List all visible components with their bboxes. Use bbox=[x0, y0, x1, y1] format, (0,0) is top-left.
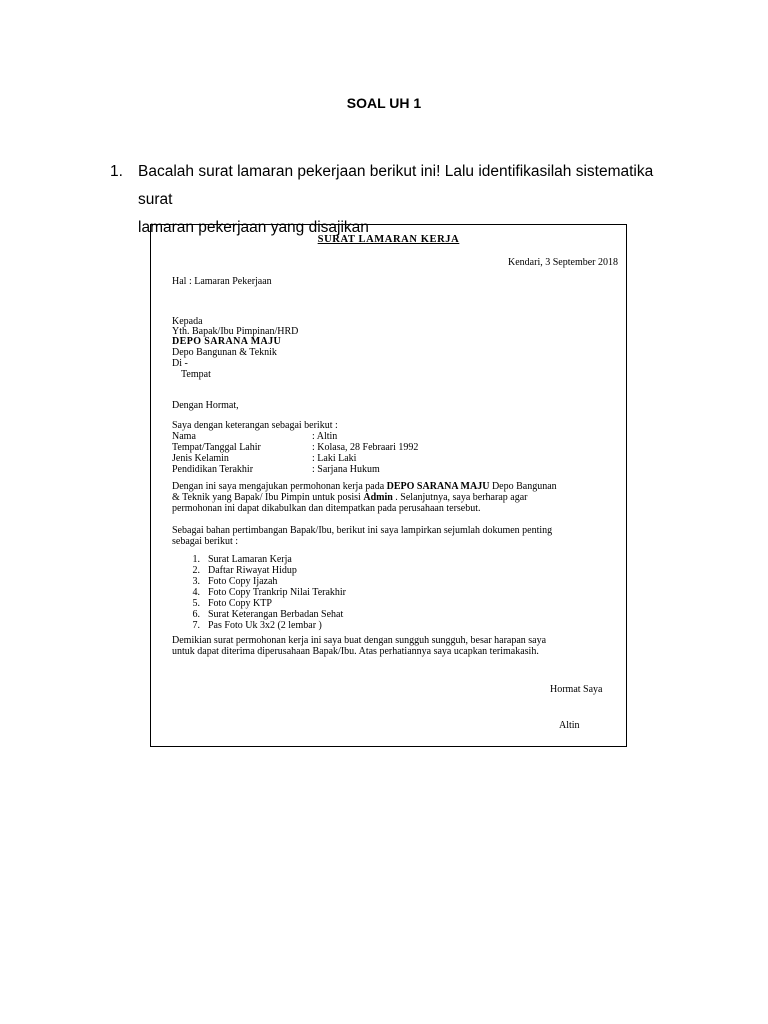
list-index: 2. bbox=[192, 565, 200, 576]
identity-row bbox=[172, 454, 472, 465]
recipient-company: DEPO SARANA MAJU bbox=[172, 336, 282, 347]
para1-text: Depo Bangunan bbox=[489, 481, 557, 492]
list-text: Foto Copy Trankrip Nilai Terakhir bbox=[208, 587, 347, 598]
list-index: 7. bbox=[192, 620, 200, 631]
list-index: 3. bbox=[192, 576, 200, 587]
para2-line-1: Sebagai bahan pertimbangan Bapak/Ibu, berikut ini saya lampirkan sejumlah dokumen penting bbox=[172, 525, 553, 536]
list-text: Daftar Riwayat Hidup bbox=[208, 565, 297, 576]
list-text: Pas Foto Uk 3x2 (2 lembar ) bbox=[208, 620, 322, 631]
recipient-di: Di - bbox=[172, 358, 188, 369]
letter-signature: Altin bbox=[559, 720, 580, 731]
letter-signoff: Hormat Saya bbox=[550, 684, 603, 695]
list-item bbox=[172, 599, 272, 610]
identity-value: : Kolasa, 28 Febraari 1992 bbox=[312, 442, 419, 453]
page-title: SOAL UH 1 bbox=[346, 95, 422, 111]
identity-value: : Sarjana Hukum bbox=[312, 464, 380, 475]
para1-line-3: permohonan ini dapat dikabulkan dan ditempatkan pada perusahaan tersebut. bbox=[172, 503, 481, 514]
para1-company: DEPO SARANA MAJU bbox=[386, 481, 490, 492]
letter-document bbox=[150, 224, 627, 747]
para1-line-2 bbox=[172, 493, 527, 504]
para1-text: . Selanjutnya, saya berharap agar bbox=[392, 492, 528, 503]
para1-line-1 bbox=[172, 482, 557, 493]
para1-text: Dengan ini saya mengajukan permohonan kerja pada bbox=[172, 481, 387, 492]
recipient-division: Depo Bangunan & Teknik bbox=[172, 347, 277, 358]
list-index: 6. bbox=[192, 609, 200, 620]
identity-label: Nama bbox=[172, 431, 196, 442]
question-line-1: Bacalah surat lamaran pekerjaan berikut ini! Lalu identifikasilah sistematika surat bbox=[138, 163, 654, 208]
identity-label: Tempat/Tanggal Lahir bbox=[172, 442, 261, 453]
list-item bbox=[172, 566, 297, 577]
para2-line-2: sebagai berikut : bbox=[172, 536, 239, 547]
list-text: Surat Lamaran Kerja bbox=[208, 554, 292, 565]
list-item bbox=[172, 588, 346, 599]
para1-text: & Teknik yang Bapak/ Ibu Pimpin untuk posisi bbox=[172, 492, 364, 503]
identity-value: : Altin bbox=[312, 431, 338, 442]
list-index: 4. bbox=[192, 587, 200, 598]
letter-intro: Saya dengan keterangan sebagai berikut : bbox=[172, 420, 338, 431]
identity-value: : Laki Laki bbox=[312, 453, 357, 464]
list-item bbox=[172, 555, 292, 566]
list-text: Foto Copy KTP bbox=[208, 598, 272, 609]
closing-line-1: Demikian surat permohonan kerja ini saya buat dengan sungguh sungguh, besar harapan saya bbox=[172, 635, 547, 646]
letter-date: Kendari, 3 September 2018 bbox=[508, 257, 618, 268]
list-item bbox=[172, 577, 277, 588]
list-item bbox=[172, 621, 322, 632]
identity-row bbox=[172, 443, 472, 454]
question-line-2: lamaran pekerjaan yang disajikan bbox=[138, 219, 369, 236]
recipient-yth: Yth. Bapak/Ibu Pimpinan/HRD bbox=[172, 326, 299, 337]
para1-position: Admin bbox=[363, 492, 393, 503]
closing-line-2: untuk dapat diterima diperusahaan Bapak/Ibu. Atas perhatiannya saya ucapkan terimakasih. bbox=[172, 646, 539, 657]
identity-row bbox=[172, 465, 472, 476]
letter-subject: Hal : Lamaran Pekerjaan bbox=[172, 276, 272, 287]
list-text: Surat Keterangan Berbadan Sehat bbox=[208, 609, 344, 620]
list-index: 1. bbox=[192, 554, 200, 565]
identity-label: Jenis Kelamin bbox=[172, 453, 229, 464]
list-text: Foto Copy Ijazah bbox=[208, 576, 278, 587]
identity-row bbox=[172, 432, 472, 443]
letter-greeting: Dengan Hormat, bbox=[172, 400, 239, 411]
recipient-kepada: Kepada bbox=[172, 316, 203, 327]
identity-label: Pendidikan Terakhir bbox=[172, 464, 254, 475]
list-item bbox=[172, 610, 343, 621]
letter-title: SURAT LAMARAN KERJA bbox=[317, 234, 460, 245]
question-number: 1. bbox=[110, 163, 123, 180]
list-index: 5. bbox=[192, 598, 200, 609]
recipient-tempat: Tempat bbox=[181, 369, 211, 380]
